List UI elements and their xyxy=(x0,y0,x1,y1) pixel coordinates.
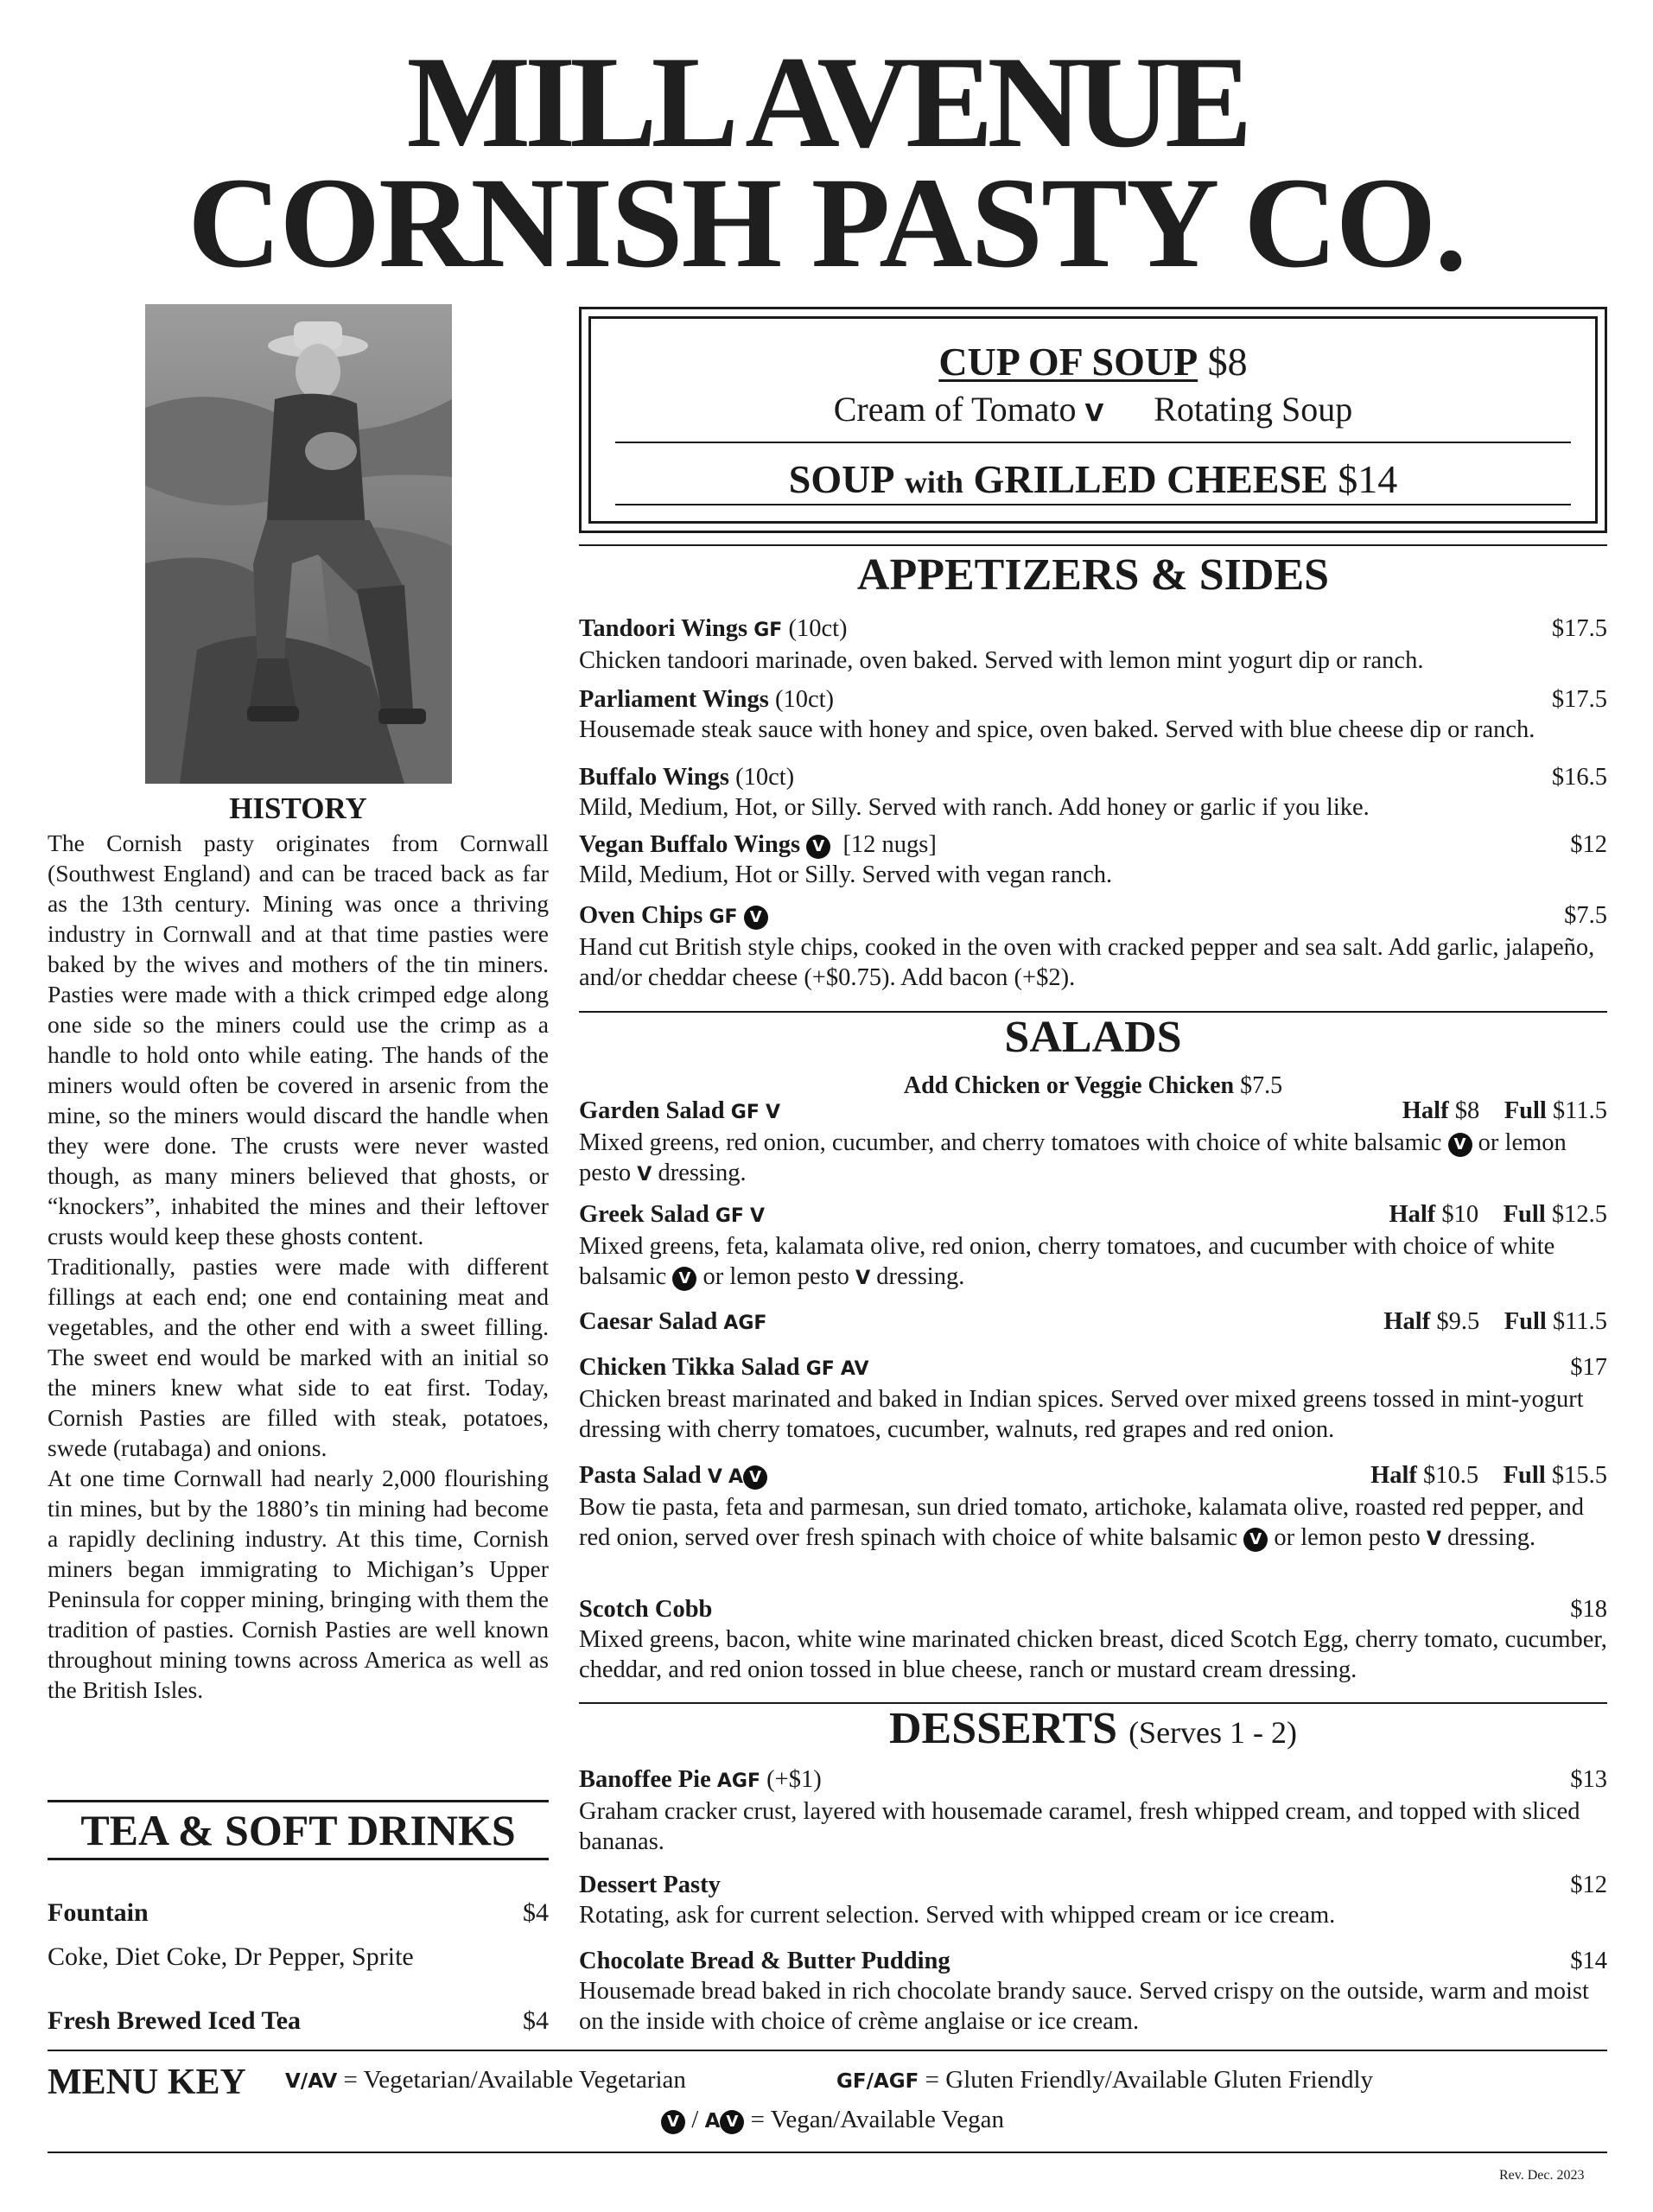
salad-add-on-note: Add Chicken or Veggie Chicken $7.5 xyxy=(903,1072,1283,1099)
menu-item-chicken-tikka-salad: Chicken Tikka Salad GF AV $17 Chicken breast marinated and baked in Indian spices. Served over mixed greens tossed in mint-yogurt dressing with cherry tomatoes, cucumber, walnuts, red grapes and red onion. xyxy=(579,1354,1607,1443)
divider xyxy=(48,1858,549,1860)
history-paragraph: Traditionally, pasties were made with different fillings at each end; one end containing meat and vegetables, and the other end with a sweet filling. The sweet end would be marked with an initial so the miners knew what side to eat first. Today, Cornish Pasties are filled with steak, potatoes, swede (rutabaga) and onions. xyxy=(48,1253,549,1461)
history-paragraph: The Cornish pasty originates from Cornwall (Southwest England) and can be traced back as far as the 13th century. Mining was once a thriving industry in Cornwall and at that time pasties were baked by the wives and mothers of the tin miners. Pasties were made with a thick crimped edge along one side so the miners could use the crimp as a handle to hold onto while eating. The hands of the miners would often be covered in arsenic from the mine, so the miners would discard the handle when they were done. The crusts were never wasted though, as many miners believed that ghosts, or “knockers”, inhabited the mines and their leftover crusts would keep these ghosts content. xyxy=(48,830,549,1249)
vegan-icon: V xyxy=(661,2110,685,2134)
menu-item-dessert-pasty: Dessert Pasty $12 Rotating, ask for current selection. Served with whipped cream or ice cream. xyxy=(579,1872,1607,1929)
desserts-heading: DESSERTS (Serves 1 - 2) xyxy=(888,1704,1298,1753)
menu-item-tandoori-wings: Tandoori Wings GF (10ct) $17.5 Chicken tandoori marinade, oven baked. Served with lemon mint yogurt dip or ranch. xyxy=(579,615,1607,674)
restaurant-name-line2: CORNISH PASTY CO. xyxy=(188,151,1465,298)
vegan-icon: V xyxy=(744,906,768,930)
drink-fountain xyxy=(48,1897,549,1929)
drink-price: $4 xyxy=(523,1898,549,1927)
soup-box xyxy=(579,307,1607,533)
menu-item-greek-salad: Greek Salad GF V Half $10 Full $12.5 Mixed greens, feta, kalamata olive, red onion, cherry tomatoes, and cucumber with choice of white balsamic V or lemon pesto V dressing. xyxy=(579,1201,1607,1290)
historic-miner-photo xyxy=(145,304,452,784)
menu-item-caesar-salad: Caesar Salad AGF Half $9.5 Full $11.5 xyxy=(579,1308,1607,1335)
vegan-icon: V xyxy=(1243,1528,1268,1552)
divider xyxy=(615,504,1571,505)
drink-description: Coke, Diet Coke, Dr Pepper, Sprite xyxy=(48,1942,414,1971)
vegan-icon: V xyxy=(1448,1133,1472,1157)
divider xyxy=(48,1800,549,1802)
soup-options: Cream of Tomato V Rotating Soup xyxy=(833,390,1353,429)
soup-box-inner xyxy=(588,316,1598,524)
vegan-icon: V xyxy=(672,1267,696,1291)
revision-date: Rev. Dec. 2023 xyxy=(1499,2168,1585,2183)
menu-key-heading: MENU KEY xyxy=(48,2063,246,2102)
menu-key-vegan: V / A V = Vegan/Available Vegan xyxy=(661,2105,1004,2136)
drink-name: Fountain xyxy=(48,1898,149,1927)
divider xyxy=(579,544,1607,546)
menu-item-oven-chips: Oven Chips GF V $7.5 Hand cut British style chips, cooked in the oven with cracked pepper and sea salt. Add garlic, jalapeño, and/or cheddar cheese (+$0.75). Add bacon (+$2). xyxy=(579,902,1607,991)
divider xyxy=(48,2152,1607,2153)
menu-item-vegan-buffalo-wings: Vegan Buffalo Wings V [12 nugs] $12 Mild, Medium, Hot or Silly. Served with vegan ranch. xyxy=(579,831,1607,888)
menu-item-pasta-salad: Pasta Salad V A V Half $10.5 Full $15.5 Bow tie pasta, feta and parmesan, sun dried tomato, artichoke, kalamata olive, roasted red pepper, and red onion, served over fresh spinach with choice of white balsamic V or lemon pesto V dressing. xyxy=(579,1462,1607,1551)
soup-combo: SOUP with GRILLED CHEESE $14 xyxy=(788,457,1398,501)
drink-price: $4 xyxy=(523,2006,549,2035)
vegan-icon: V xyxy=(743,1465,767,1490)
salads-heading: SALADS xyxy=(1004,1013,1182,1062)
restaurant-name-line1: MILL AVENUE xyxy=(406,29,1247,175)
menu-item-garden-salad: Garden Salad GF V Half $8 Full $11.5 Mixed greens, red onion, cucumber, and cherry tomatoes with choice of white balsamic V or lemon pesto V dressing. xyxy=(579,1097,1607,1186)
menu-item-banoffee-pie: Banoffee Pie AGF (+$1) $13 Graham cracker crust, layered with housemade caramel, fresh whipped cream, and topped with sliced bananas. xyxy=(579,1766,1607,1855)
vegan-icon: V xyxy=(720,2110,744,2134)
menu-key-vegetarian: V/AV = Vegetarian/Available Vegetarian xyxy=(285,2066,686,2094)
drink-iced-tea xyxy=(48,2005,549,2037)
soup-title: CUP OF SOUP $8 xyxy=(938,340,1248,384)
menu-item-chocolate-pudding: Chocolate Bread & Butter Pudding $14 Housemade bread baked in rich chocolate brandy sauce. Served crispy on the outside, warm and moist on the inside with choice of crème anglaise or ice cream. xyxy=(579,1948,1607,2035)
drink-name: Fresh Brewed Iced Tea xyxy=(48,2006,302,2035)
menu-key-gluten-friendly: GF/AGF = Gluten Friendly/Available Gluten Friendly xyxy=(836,2066,1374,2094)
appetizers-heading: APPETIZERS & SIDES xyxy=(856,550,1330,600)
history-heading: HISTORY xyxy=(229,791,367,825)
drinks-heading: TEA & SOFT DRINKS xyxy=(80,1806,516,1854)
divider xyxy=(615,442,1571,443)
menu-item-parliament-wings: Parliament Wings (10ct) $17.5 Housemade steak sauce with honey and spice, oven baked. Served with blue cheese dip or ranch. xyxy=(579,686,1607,743)
menu-item-scotch-cobb: Scotch Cobb $18 Mixed greens, bacon, white wine marinated chicken breast, diced Scotch Egg, cherry tomato, cucumber, cheddar, and red onion tossed in blue cheese, ranch or mustard cream dressing. xyxy=(579,1596,1607,1683)
vegan-icon: V xyxy=(806,835,830,859)
history-text xyxy=(48,828,549,1705)
history-paragraph: At one time Cornwall had nearly 2,000 flourishing tin mines, but by the 1880’s tin mining had become a rapidly declining industry. At this time, Cornish miners began immigrating to Michigan’s Upper Peninsula for copper mining, bringing with them the tradition of pasties. Cornish Pasties are well known throughout mining towns across America as well as the British Isles. xyxy=(48,1465,549,1703)
menu-item-buffalo-wings: Buffalo Wings (10ct) $16.5 Mild, Medium, Hot, or Silly. Served with ranch. Add honey or garlic if you like. xyxy=(579,764,1607,821)
divider xyxy=(48,2050,1607,2051)
